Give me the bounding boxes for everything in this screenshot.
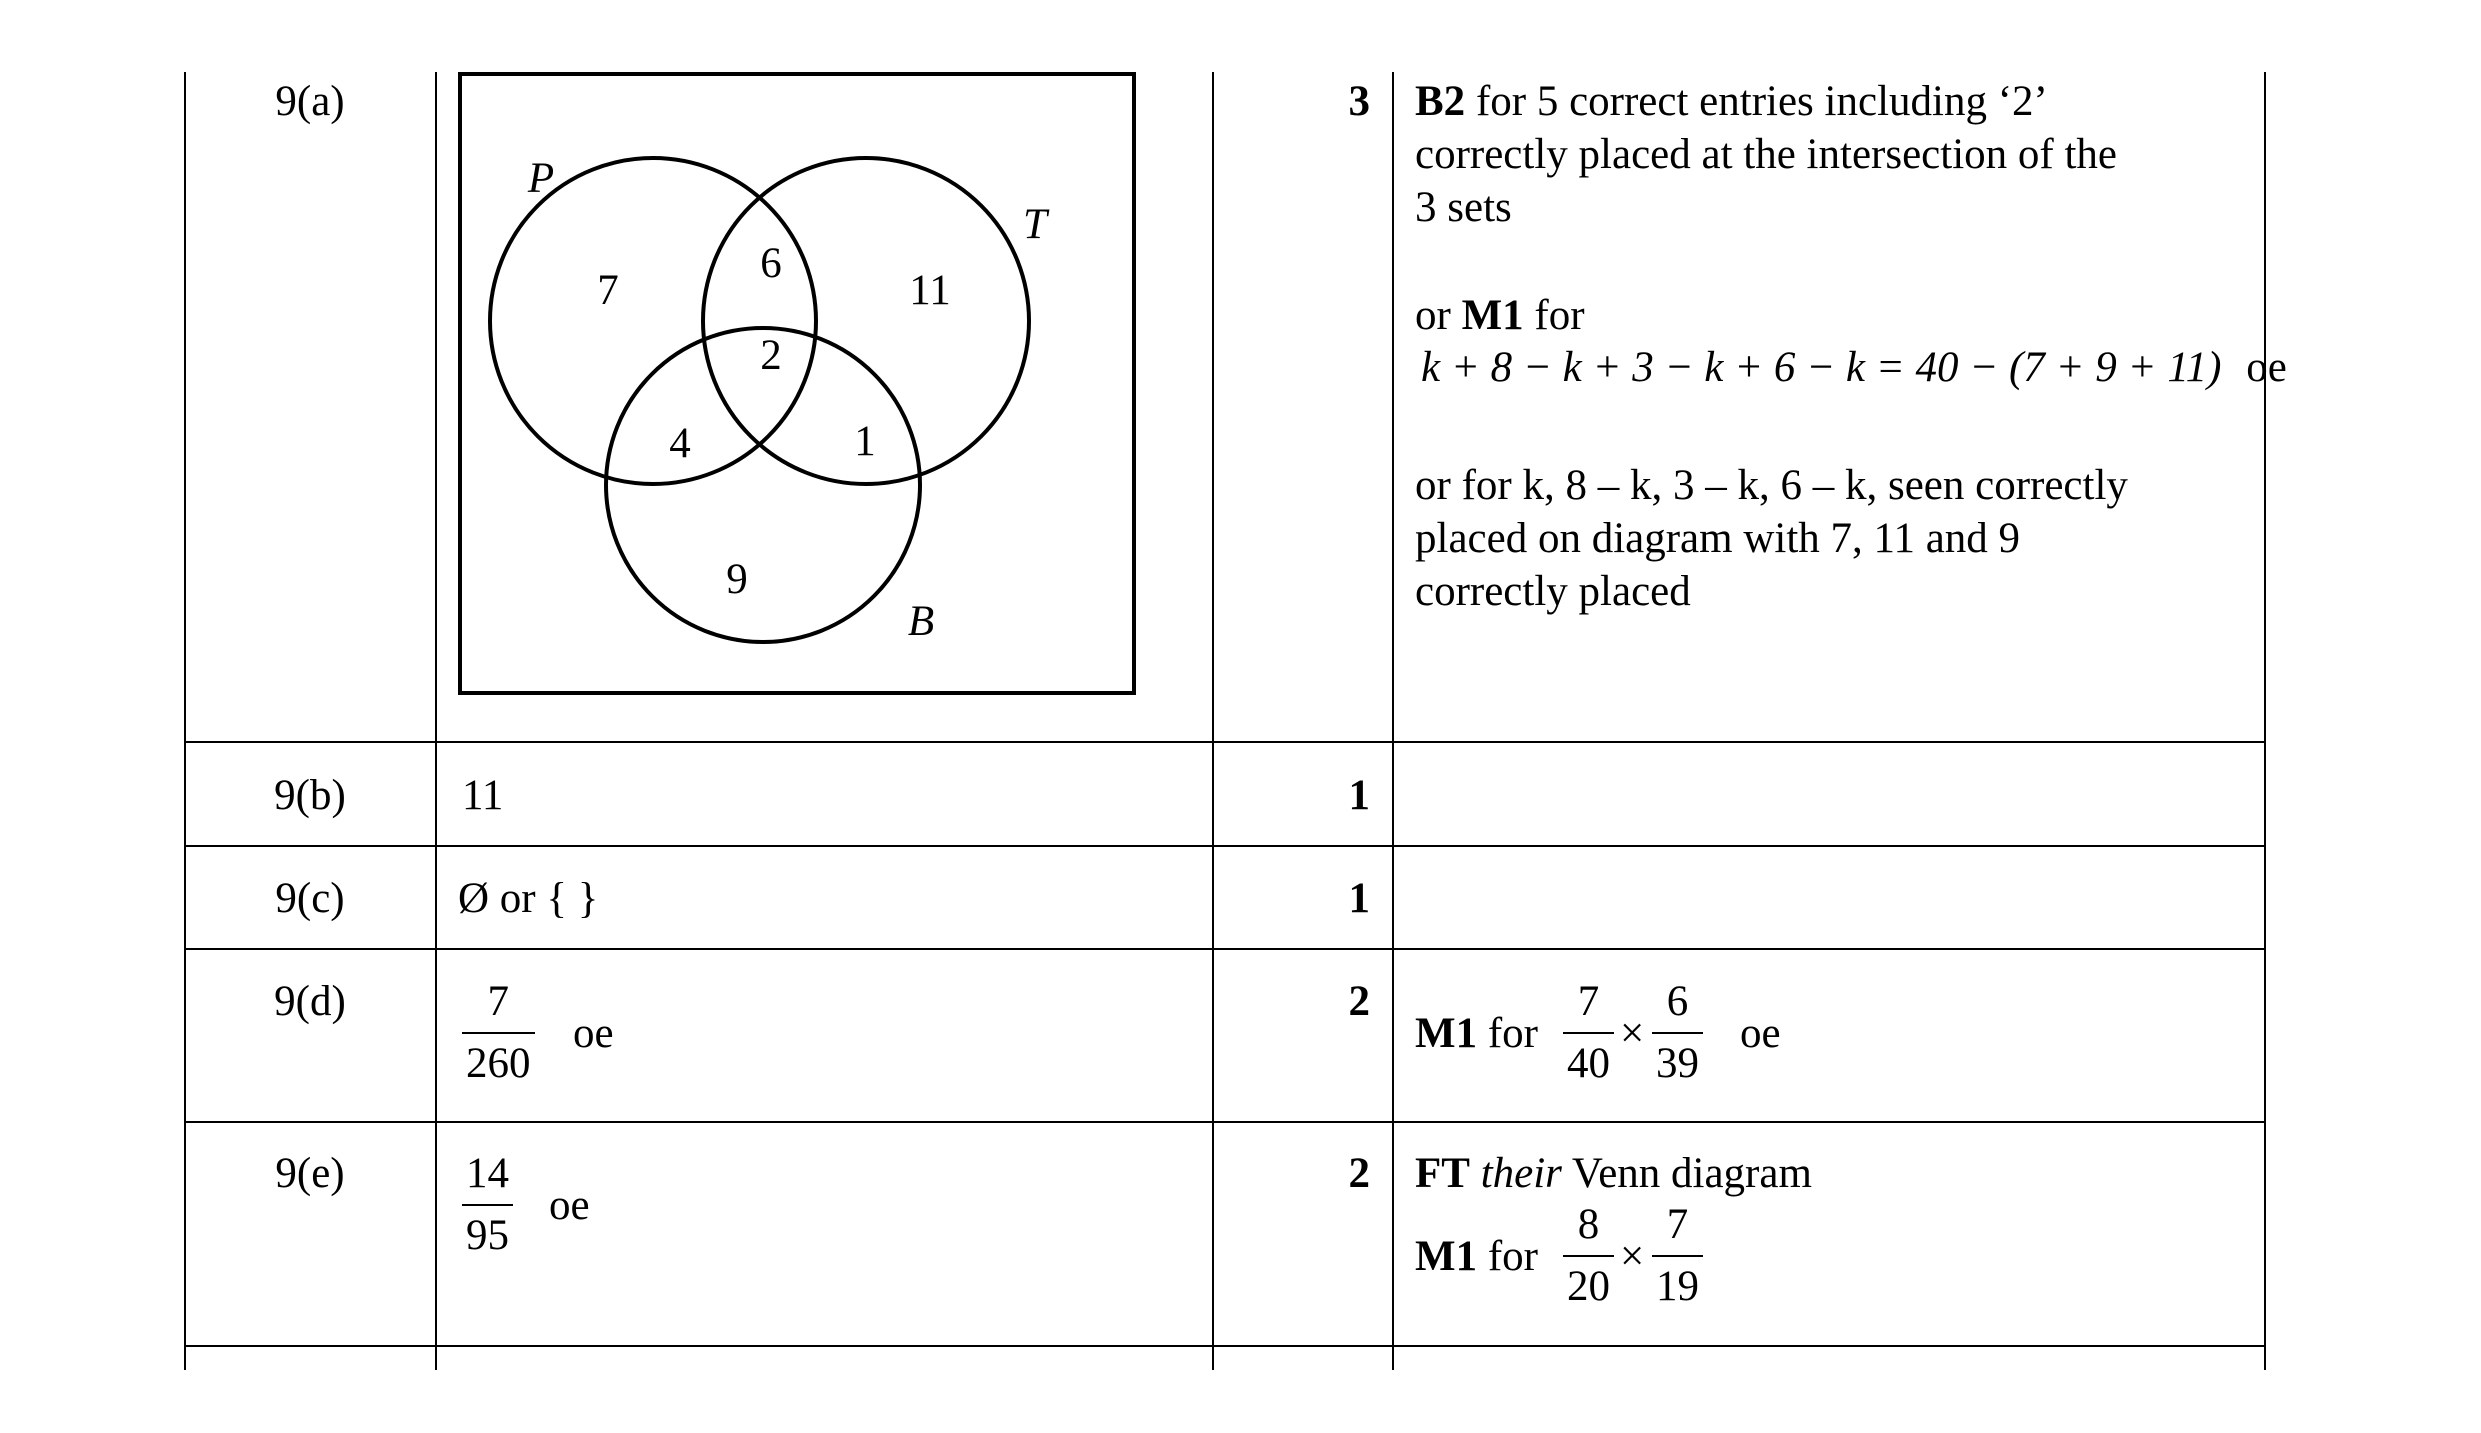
guidance-for-word: for — [1487, 1010, 1538, 1057]
fraction-numerator: 8 — [1577, 1201, 1600, 1248]
marks-value: 3 — [1348, 78, 1370, 125]
venn-region-p-only: 7 — [597, 267, 619, 314]
marks-value: 1 — [1348, 875, 1370, 922]
fraction-denominator: 260 — [466, 1040, 531, 1087]
guidance-equation-line — [1421, 342, 2287, 394]
guidance-m1-code: M1 — [1461, 292, 1524, 339]
venn-universal-set-box — [460, 74, 1134, 693]
fraction-denominator: 95 — [466, 1212, 509, 1259]
fraction-denominator: 20 — [1567, 1263, 1610, 1310]
guidance-b2-code: B2 — [1415, 78, 1466, 125]
venn-region-p-b: 4 — [669, 420, 691, 467]
guidance-fraction-2 — [1652, 976, 1703, 1090]
venn-label-p: P — [527, 155, 555, 202]
venn-circle-p — [490, 158, 816, 484]
answer-text: 11 — [462, 772, 504, 819]
question-id: 9(c) — [275, 875, 345, 922]
guidance-their-word: their — [1480, 1150, 1562, 1197]
guidance-equation: k + 8 − k + 3 − k + 6 − k = 40 − (7 + 9 + 11) — [1421, 344, 2222, 391]
guidance-b2-line-1 — [1415, 76, 2048, 128]
venn-label-b: B — [907, 598, 935, 645]
venn-label-t: T — [1023, 201, 1047, 248]
fraction-numerator: 7 — [487, 978, 509, 1025]
guidance-m1-line — [1415, 1008, 1538, 1060]
guidance-b2-line-3: 3 sets — [1415, 184, 1512, 231]
guidance-m1-code: M1 — [1415, 1233, 1478, 1280]
guidance-for-word: for — [1487, 1233, 1538, 1280]
answer-text: Ø or { } — [458, 875, 599, 922]
guidance-m1-line — [1415, 1231, 1538, 1283]
venn-region-p-t-b: 2 — [760, 332, 782, 379]
guidance-oe: oe — [1740, 1010, 1781, 1057]
guidance-b2-text: for 5 correct entries including ‘2’ — [1475, 78, 2048, 125]
guidance-ft-line — [1415, 1148, 1812, 1200]
answer-fraction — [462, 1148, 513, 1262]
multiply-sign: × — [1620, 1010, 1645, 1057]
guidance-fraction-2 — [1652, 1199, 1703, 1313]
question-id: 9(d) — [274, 978, 346, 1025]
question-id: 9(b) — [274, 772, 346, 819]
guidance-for-word: for — [1534, 292, 1585, 339]
fraction-denominator: 19 — [1656, 1263, 1699, 1310]
venn-region-b-only: 9 — [726, 556, 748, 603]
answer-oe: oe — [573, 1010, 614, 1057]
guidance-ft-code: FT — [1415, 1150, 1470, 1197]
marks-value: 1 — [1348, 772, 1370, 819]
question-id: 9(a) — [275, 78, 345, 125]
venn-region-t-b: 1 — [854, 418, 876, 465]
venn-diagram — [458, 72, 1138, 702]
answer-oe: oe — [549, 1182, 590, 1229]
marks-value: 2 — [1348, 978, 1370, 1025]
fraction-numerator: 7 — [1666, 1201, 1689, 1248]
fraction-denominator: 40 — [1567, 1040, 1610, 1087]
guidance-or2-line-3: correctly placed — [1415, 568, 1691, 615]
fraction-denominator: 39 — [1656, 1040, 1699, 1087]
guidance-or-word: or — [1415, 292, 1451, 339]
guidance-or2-line-2: placed on diagram with 7, 11 and 9 — [1415, 515, 2021, 562]
guidance-b2-line-2: correctly placed at the intersection of the — [1415, 131, 2118, 178]
guidance-venn-diagram-text: Venn diagram — [1571, 1150, 1812, 1197]
guidance-m1-code: M1 — [1415, 1010, 1478, 1057]
guidance-or-m1-line — [1415, 290, 1585, 342]
venn-region-p-t: 6 — [760, 240, 782, 287]
guidance-fraction-1 — [1563, 1199, 1614, 1313]
guidance-equation-oe: oe — [2246, 344, 2287, 391]
fraction-numerator: 7 — [1577, 978, 1600, 1025]
marks-value: 2 — [1348, 1150, 1370, 1197]
question-id: 9(e) — [275, 1150, 345, 1197]
venn-region-t-only: 11 — [909, 267, 951, 314]
fraction-numerator: 6 — [1666, 978, 1689, 1025]
multiply-sign: × — [1620, 1233, 1645, 1280]
guidance-or2-line-1: or for k, 8 – k, 3 – k, 6 – k, seen correctly — [1415, 462, 2128, 509]
answer-fraction — [462, 976, 535, 1090]
guidance-fraction-1 — [1563, 976, 1614, 1090]
fraction-numerator: 14 — [466, 1150, 509, 1197]
